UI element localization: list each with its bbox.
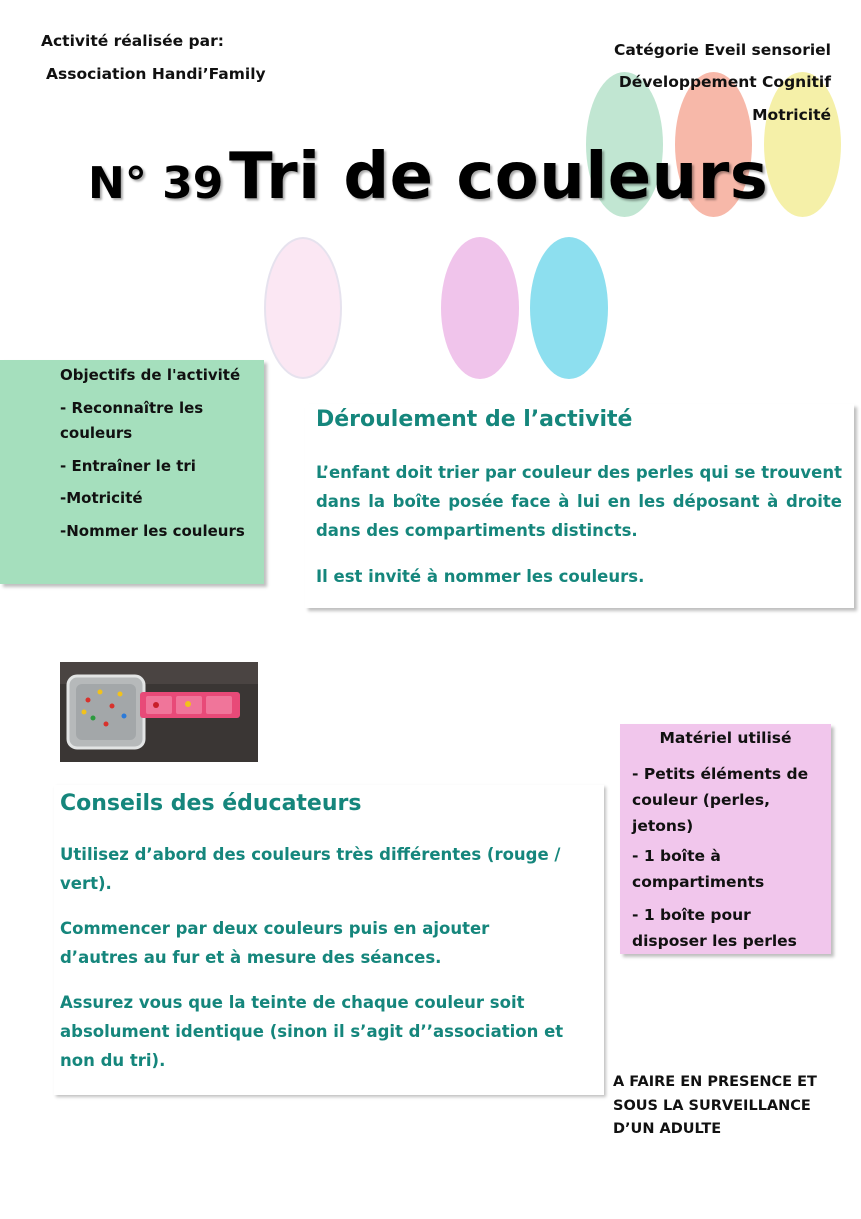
author-label: Activité réalisée par: <box>41 32 224 50</box>
category-line-1: Catégorie Eveil sensoriel <box>613 41 831 59</box>
conseils-paragraph: Utilisez d’abord des couleurs très différentes (rouge / vert). <box>60 845 561 893</box>
conseils-box <box>54 785 604 1095</box>
materiel-heading: Matériel utilisé <box>659 729 792 747</box>
objective-item: - Entraîner le tri <box>60 457 196 475</box>
blue-oval-decoration <box>530 237 608 379</box>
activity-title: Tri de couleurs <box>228 140 769 214</box>
materiel-item: - 1 boîte pour disposer les perles <box>632 906 797 950</box>
safety-warning: A FAIRE EN PRESENCE ET SOUS LA SURVEILLANCE D’UN ADULTE <box>613 1074 817 1137</box>
conseils-paragraph: Commencer par deux couleurs puis en ajouter d’autres au fur et à mesure des séances. <box>60 919 490 967</box>
conseils-heading: Conseils des éducateurs <box>60 791 362 816</box>
conseils-paragraph: Assurez vous que la teinte de chaque couleur soit absolument identique (sinon il s’agit d’’association et non du tri). <box>60 993 564 1070</box>
deroulement-heading: Déroulement de l’activité <box>316 407 633 432</box>
deroulement-paragraph: L’enfant doit trier par couleur des perles qui se trouvent dans la boîte posée face à lui en les déposant à droite dans des compartiments distincts. <box>316 463 842 540</box>
activity-number: N° 39 <box>88 158 224 209</box>
yellow-oval-decoration <box>764 72 841 217</box>
objective-item: - Reconnaître les couleurs <box>60 399 204 442</box>
author-name: Association Handi’Family <box>46 65 266 83</box>
objective-item: -Nommer les couleurs <box>60 522 245 540</box>
materiel-item: - Petits éléments de couleur (perles, jetons) <box>632 765 809 835</box>
objectives-box <box>0 360 264 584</box>
objectives-heading: Objectifs de l'activité <box>60 366 241 384</box>
page-title <box>88 140 768 214</box>
objective-item: -Motricité <box>60 489 143 507</box>
materiel-item: - 1 boîte à compartiments <box>632 847 765 891</box>
deroulement-box <box>305 404 854 608</box>
pink-oval-decoration <box>441 237 519 379</box>
materiel-box <box>620 724 831 954</box>
deroulement-paragraph: Il est invité à nommer les couleurs. <box>316 567 645 586</box>
activity-photo <box>60 662 258 762</box>
category-line-3: Motricité <box>752 106 831 124</box>
light-pink-oval-decoration <box>264 237 342 379</box>
category-line-2: Développement Cognitif <box>618 73 831 91</box>
